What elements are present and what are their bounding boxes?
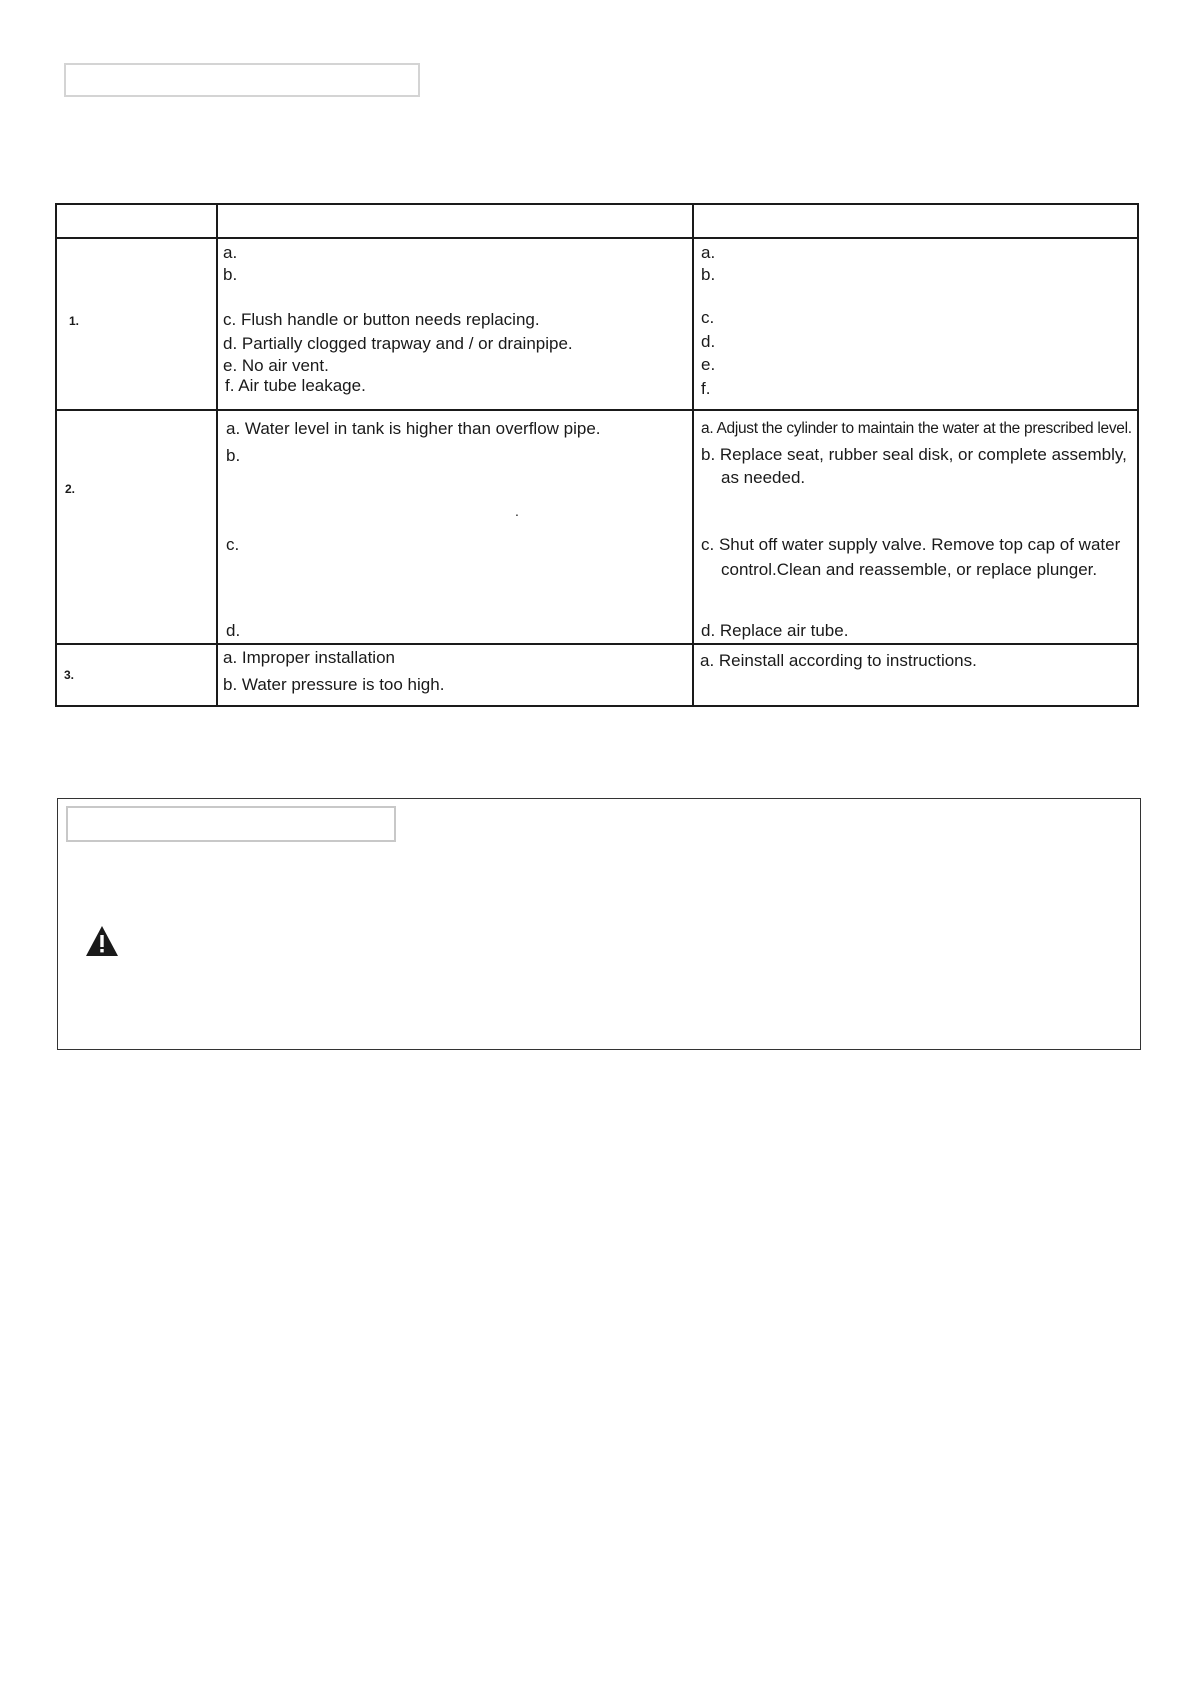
problem-cell xyxy=(56,410,217,644)
header-problem xyxy=(56,204,217,238)
row-number: 2. xyxy=(65,482,76,496)
remedy-line: b. xyxy=(701,265,716,284)
header-cause xyxy=(217,204,693,238)
cause-line: f. Air tube leakage. xyxy=(225,376,366,395)
cause-line: c. Flush handle or button needs replacing. xyxy=(223,310,540,329)
cause-line: b. xyxy=(226,446,241,465)
cause-line: c. xyxy=(226,535,240,554)
remedy-line: as needed. xyxy=(721,468,806,487)
table-row xyxy=(56,410,1138,644)
remedy-line: d. Replace air tube. xyxy=(701,621,849,640)
cause-line: d. xyxy=(226,621,241,640)
cause-line: a. xyxy=(223,243,238,262)
cause-line: d. Partially clogged trapway and / or drainpipe. xyxy=(223,334,573,353)
maintenance-section xyxy=(57,798,1141,1050)
table-header-row xyxy=(56,204,1138,238)
warning-triangle-icon xyxy=(85,925,119,957)
maintenance-title-box xyxy=(66,806,396,842)
remedy-line: e. xyxy=(701,355,716,374)
cause-line: . xyxy=(515,503,519,519)
remedy-cell xyxy=(693,238,1138,410)
cause-cell xyxy=(217,644,693,706)
cause-line: e. No air vent. xyxy=(223,356,329,375)
remedy-cell xyxy=(693,644,1138,706)
problem-cell xyxy=(56,238,217,410)
remedy-line: a. Adjust the cylinder to maintain the water at the prescribed level. xyxy=(701,420,1132,437)
remedy-line: c. Shut off water supply valve. Remove top cap of water xyxy=(701,535,1121,554)
problem-cell xyxy=(56,644,217,706)
cause-line: a. Improper installation xyxy=(223,648,395,667)
row-number: 3. xyxy=(64,668,75,682)
table-row xyxy=(56,238,1138,410)
remedy-line: a. xyxy=(701,243,716,262)
remedy-cell xyxy=(693,410,1138,644)
table-row xyxy=(56,644,1138,706)
remedy-line: a. Reinstall according to instructions. xyxy=(700,651,977,670)
cause-line: b. Water pressure is too high. xyxy=(223,675,445,694)
remedy-line: f. xyxy=(701,379,711,398)
cause-cell xyxy=(217,238,693,410)
remedy-line: control.Clean and reassemble, or replace plunger. xyxy=(721,560,1098,579)
header-remedy xyxy=(693,204,1138,238)
cause-cell xyxy=(217,410,693,644)
row-number: 1. xyxy=(69,314,80,328)
remedy-line: c. xyxy=(701,308,715,327)
remedy-line: b. Replace seat, rubber seal disk, or complete assembly, xyxy=(701,445,1127,464)
remedy-line: d. xyxy=(701,332,716,351)
cause-line: a. Water level in tank is higher than overflow pipe. xyxy=(226,419,601,438)
section-title-box xyxy=(64,63,420,97)
troubleshooting-table xyxy=(55,203,1139,707)
cause-line: b. xyxy=(223,265,238,284)
